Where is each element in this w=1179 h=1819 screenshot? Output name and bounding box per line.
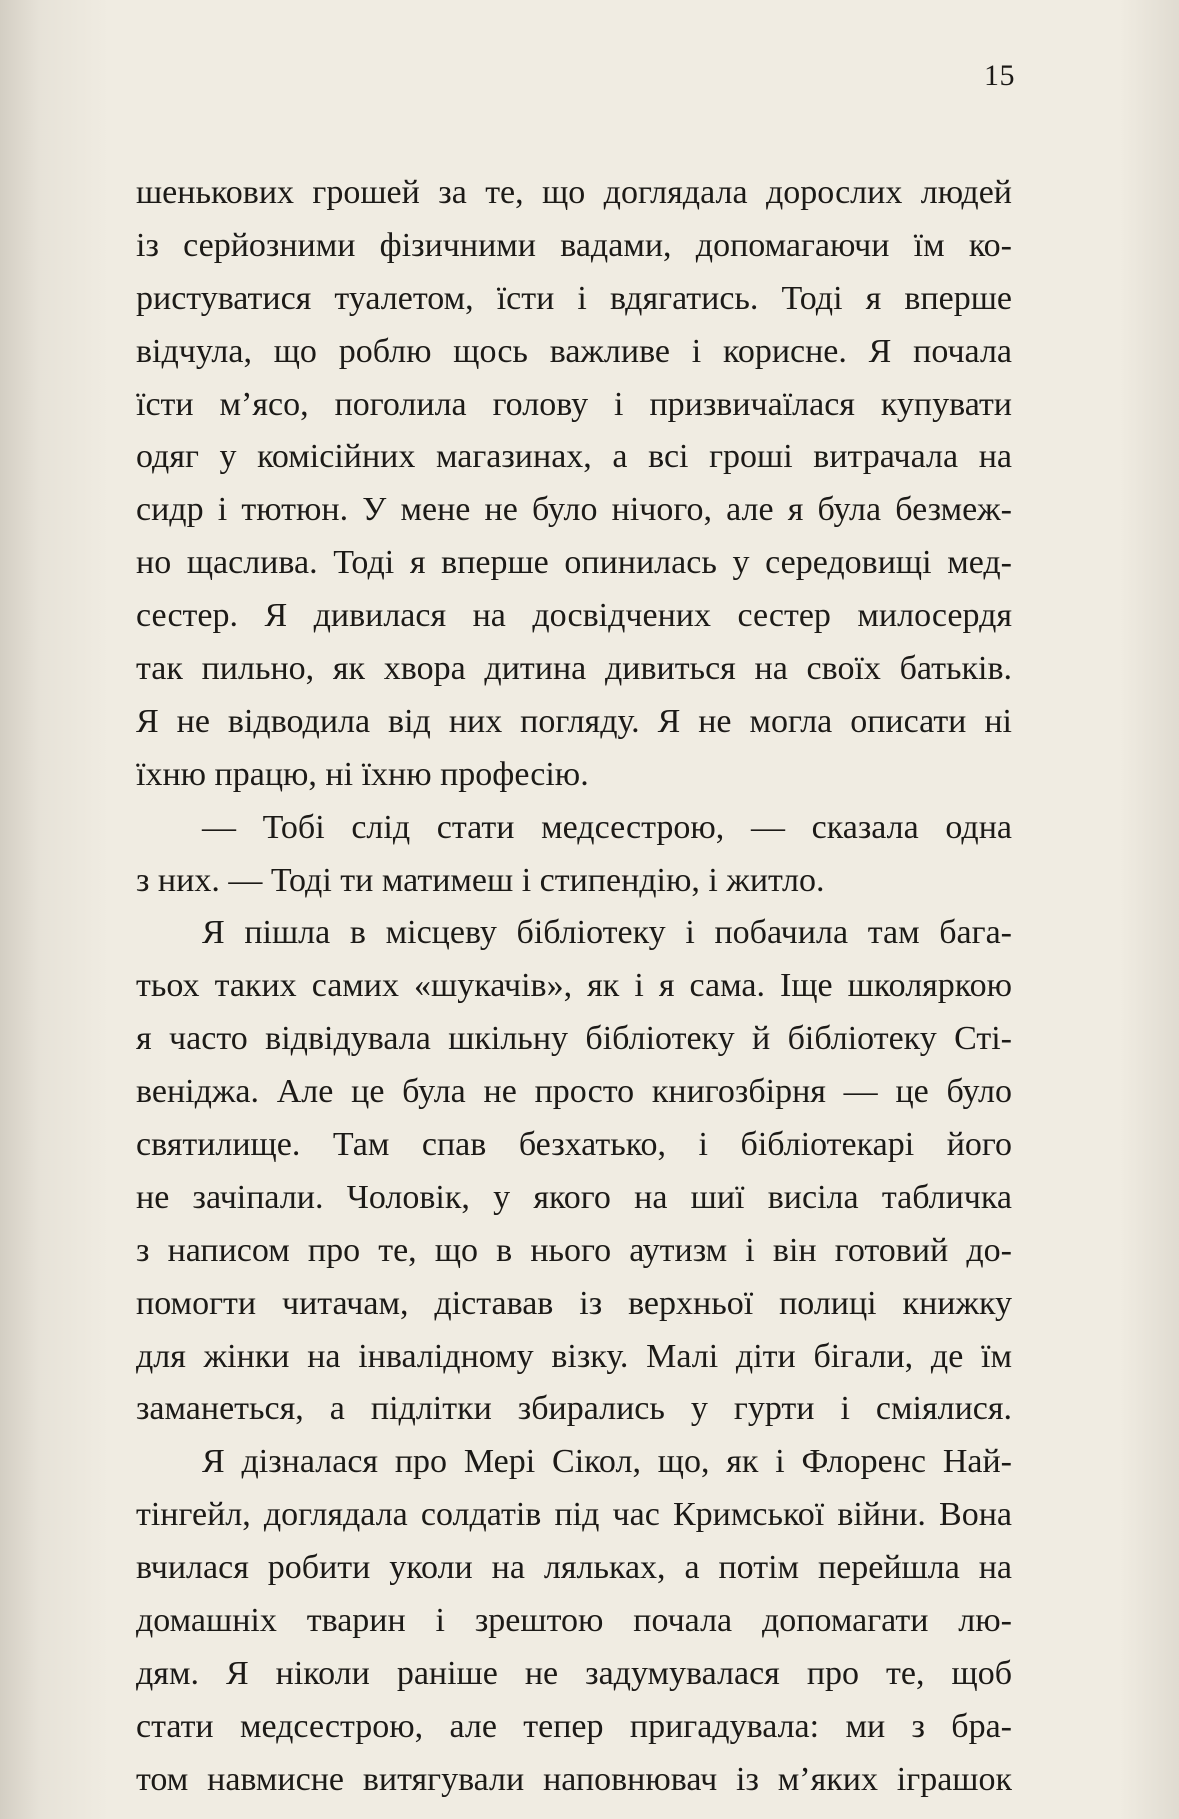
text-line: шенькових грошей за те, що доглядала дорослих людей: [136, 174, 1012, 211]
text-line: не зачіпали. Чоловік, у якого на шиї висіла табличка: [136, 1178, 1012, 1216]
body-text: [136, 167, 1012, 1807]
text-line: для жінки на інвалідному візку. Малі діти бігали, де їм: [136, 1337, 1012, 1375]
text-line: тьох таких самих «шукачів», як і я сама. Іще школяркою: [136, 967, 1012, 1005]
text-line: — Тобі слід стати медсестрою, — сказала одна: [202, 808, 1012, 846]
text-line: святилище. Там спав безхатько, і бібліотекарі його: [136, 1126, 1012, 1164]
text-line: но щаслива. Тоді я вперше опинилась у середовищі мед-: [136, 544, 1012, 582]
text-line: дям. Я ніколи раніше не задумувалася про те, щоб: [136, 1654, 1012, 1692]
text-line: з них. — Тоді ти матимеш і стипендію, і житло.: [136, 861, 825, 899]
text-line: сестер. Я дивилася на досвідчених сестер милосердя: [136, 597, 1012, 635]
text-line: домашніх тварин і зрештою почала допомагати лю-: [136, 1602, 1012, 1640]
text-line: вчилася робити уколи на ляльках, а потім перейшла на: [136, 1549, 1012, 1587]
text-line: веніджа. Але це була не просто книгозбірня — це було: [136, 1073, 1012, 1111]
text-line: я часто відвідувала шкільну бібліотеку й бібліотеку Сті-: [136, 1020, 1012, 1058]
text-line: заманеться, а підлітки збирались у гурти і сміялися.: [136, 1390, 1012, 1428]
text-line: їсти м’ясо, поголила голову і призвичаїлася купувати: [136, 385, 1012, 423]
text-line: Я не відводила від них погляду. Я не могла описати ні: [136, 702, 1012, 740]
text-line: том навмисне витягували наповнювач із м’яких іграшок: [136, 1760, 1012, 1798]
text-line: помогти читачам, діставав із верхньої полиці книжку: [136, 1284, 1012, 1322]
text-line: відчула, що роблю щось важливе і корисне. Я почала: [136, 332, 1012, 370]
text-line: з написом про те, що в нього аутизм і він готовий до-: [136, 1231, 1012, 1269]
text-line: із серйозними фізичними вадами, допомагаючи їм ко-: [136, 226, 1012, 264]
text-line: так пильно, як хвора дитина дивиться на своїх батьків.: [136, 650, 1012, 688]
text-line: їхню працю, ні їхню професію.: [136, 755, 589, 793]
page-number: 15: [984, 59, 1015, 92]
text-line: Я дізналася про Мері Сікол, що, як і Флоренс Най-: [202, 1443, 1012, 1481]
text-line: Я пішла в місцеву бібліотеку і побачила там бага-: [202, 914, 1012, 952]
text-line: стати медсестрою, але тепер пригадувала: ми з бра-: [136, 1707, 1012, 1745]
text-line: ристуватися туалетом, їсти і вдягатись. Тоді я вперше: [136, 279, 1012, 317]
text-line: сидр і тютюн. У мене не було нічого, але я була безмеж-: [136, 491, 1012, 529]
text-line: тінгейл, доглядала солдатів під час Кримської війни. Вона: [136, 1496, 1012, 1534]
text-line: одяг у комісійних магазинах, а всі гроші витрачала на: [136, 438, 1012, 476]
